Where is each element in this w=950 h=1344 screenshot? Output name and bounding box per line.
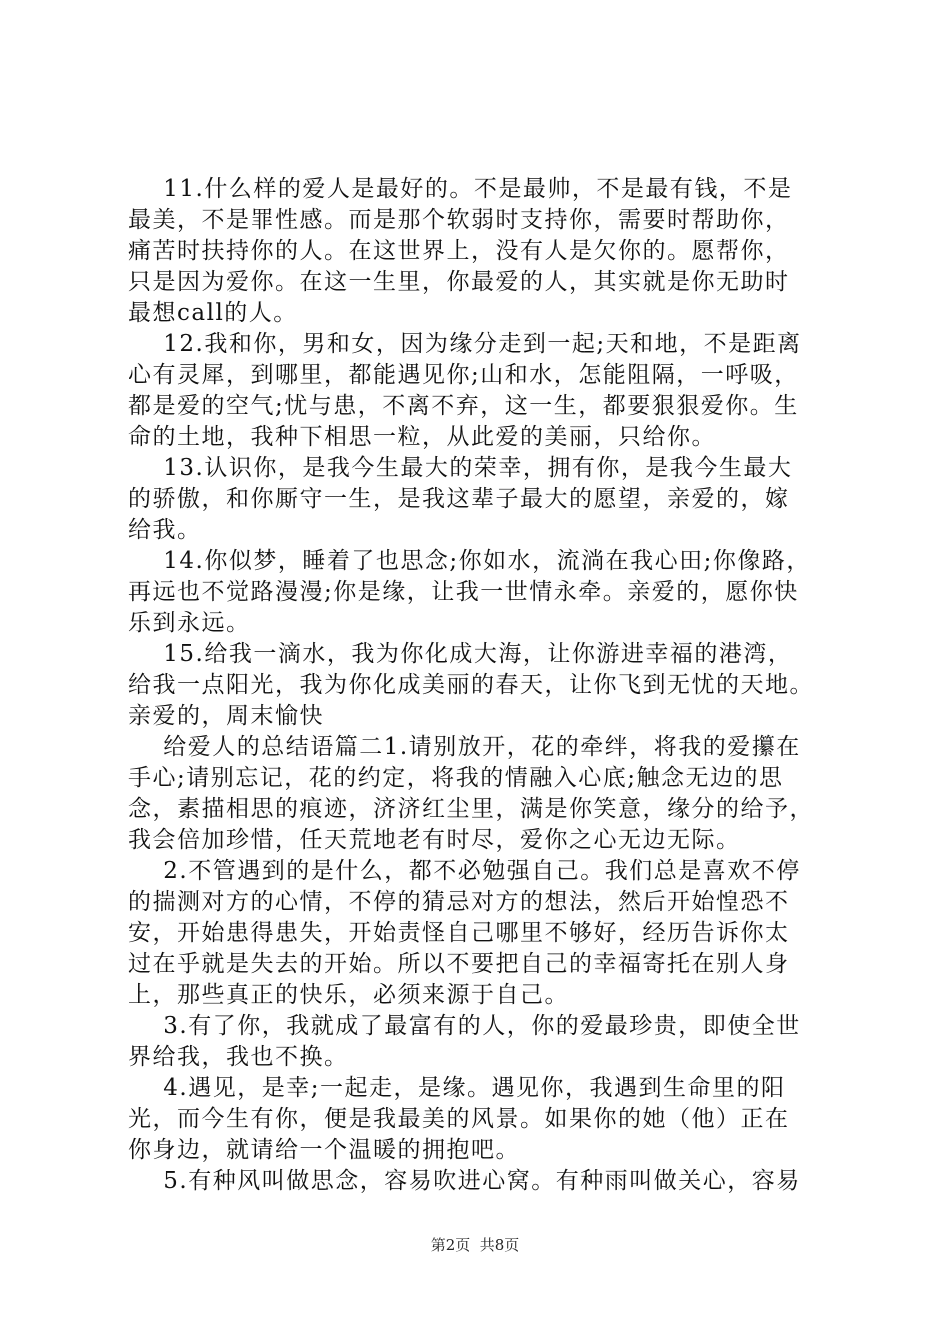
text-line: 给我。: [128, 517, 202, 543]
text-line: 最美，不是罪性感。而是那个软弱时支持你，需要时帮助你，: [128, 207, 790, 233]
document-body: [128, 174, 838, 1197]
text-line: 命的土地，我种下相思一粒，从此爱的美丽，只给你。: [128, 424, 716, 450]
text-line: 只是因为爱你。在这一生里，你最爱的人，其实就是你无助时: [128, 269, 790, 295]
text-line: 安，开始患得患失，开始责怪自己哪里不够好，经历告诉你太: [128, 920, 790, 946]
text-line: 的骄傲，和你厮守一生，是我这辈子最大的愿望，亲爱的，嫁: [128, 486, 790, 512]
text-line: 都是爱的空气;忧与患，不离不弃，这一生，都要狠狠爱你。生: [128, 393, 799, 419]
text-line: 给爱人的总结语篇二1.请别放开，花的牵绊，将我的爱攥在: [128, 734, 801, 760]
text-line: 的揣测对方的心情，不停的猜忌对方的想法，然后开始惶恐不: [128, 889, 790, 915]
text-line: 2.不管遇到的是什么，都不必勉强自己。我们总是喜欢不停: [128, 858, 801, 884]
text-line: 上，那些真正的快乐，必须来源于自己。: [128, 982, 569, 1008]
text-line: 15.给我一滴水，我为你化成大海，让你游进幸福的港湾，: [128, 641, 793, 667]
text-line: 给我一点阳光，我为你化成美丽的春天，让你飞到无忧的天地。: [128, 672, 814, 698]
text-line: 亲爱的，周末愉快: [128, 703, 324, 729]
text-line: 界给我，我也不换。: [128, 1044, 349, 1070]
text-line: 手心;请别忘记，花的约定，将我的情融入心底;触念无边的思: [128, 765, 784, 791]
text-line: 你身边，就请给一个温暖的拥抱吧。: [128, 1137, 520, 1163]
text-line: 过在乎就是失去的开始。所以不要把自己的幸福寄托在别人身: [128, 951, 790, 977]
text-line: 11.什么样的爱人是最好的。不是最帅，不是最有钱，不是: [128, 176, 793, 202]
text-line: 12.我和你，男和女，因为缘分走到一起;天和地，不是距离: [128, 331, 802, 357]
text-line: 光，而今生有你，便是我最美的风景。如果你的她（他）正在: [128, 1106, 790, 1132]
text-line: 再远也不觉路漫漫;你是缘，让我一世情永牵。亲爱的，愿你快: [128, 579, 799, 605]
text-line: 3.有了你，我就成了最富有的人，你的爱最珍贵，即使全世: [128, 1013, 801, 1039]
text-line: 5.有种风叫做思念，容易吹进心窝。有种雨叫做关心，容易: [128, 1168, 801, 1194]
text-line: 最想call的人。: [128, 300, 298, 326]
text-line: 念，素描相思的痕迹，济济红尘里，满是你笑意，缘分的给予，: [128, 796, 814, 822]
page-footer: 第2页 共8页: [430, 1236, 520, 1254]
text-line: 痛苦时扶持你的人。在这世界上，没有人是欠你的。愿帮你，: [128, 238, 790, 264]
text-line: 乐到永远。: [128, 610, 251, 636]
text-line: 我会倍加珍惜，任天荒地老有时尽，爱你之心无边无际。: [128, 827, 741, 853]
text-line: 14.你似梦，睡着了也思念;你如水，流淌在我心田;你像路，: [128, 548, 811, 574]
text-line: 4.遇见，是幸;一起走，是缘。遇见你，我遇到生命里的阳: [128, 1075, 786, 1101]
text-line: 心有灵犀，到哪里，都能遇见你;山和水，怎能阻隔，一呼吸，: [128, 362, 799, 388]
text-line: 13.认识你，是我今生最大的荣幸，拥有你，是我今生最大: [128, 455, 793, 481]
